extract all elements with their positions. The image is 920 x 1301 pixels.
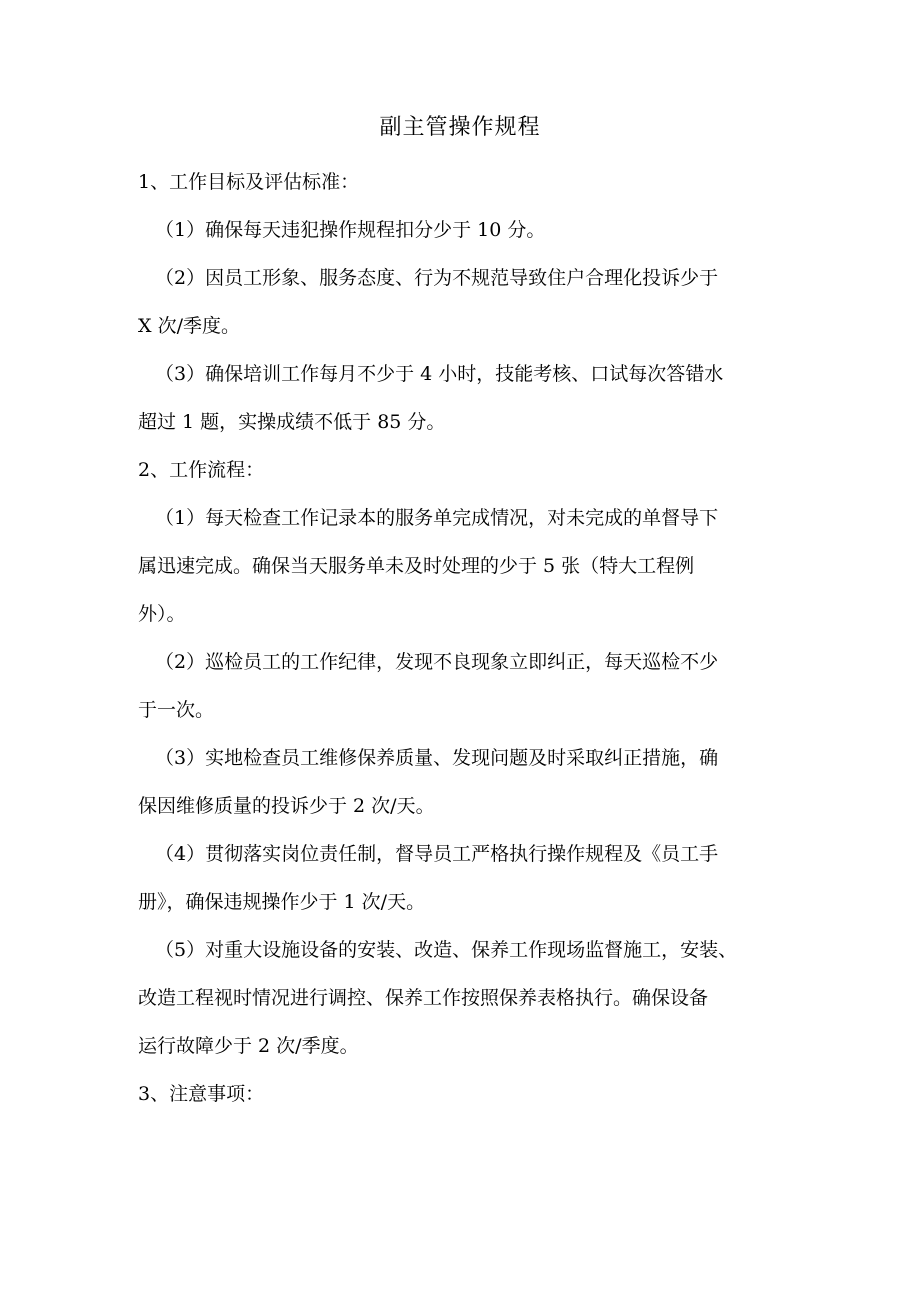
text-line: （1）确保每天违犯操作规程扣分少于 10 分。 <box>155 219 546 241</box>
text-line: 外）。 <box>138 603 186 625</box>
document-title: 副主管操作规程 <box>379 115 541 140</box>
text-line: （2）巡检员工的工作纪律，发现不良现象立即纠正，每天巡检不少 <box>155 651 719 673</box>
text-line: 1、工作目标及评估标准： <box>138 171 360 193</box>
text-line: 超过 1 题，实操成绩不低于 85 分。 <box>138 411 446 433</box>
text-line: 保因维修质量的投诉少于 2 次/天。 <box>138 795 435 817</box>
text-line: 运行故障少于 2 次/季度。 <box>138 1035 359 1057</box>
text-line: X 次/季度。 <box>138 315 240 337</box>
text-line: 册》，确保违规操作少于 1 次/天。 <box>138 891 426 913</box>
text-line: 属迅速完成。确保当天服务单未及时处理的少于 5 张（特大工程例 <box>138 555 695 577</box>
text-line: （1）每天检查工作记录本的服务单完成情况，对未完成的单督导下 <box>155 507 719 529</box>
text-line: （4）贯彻落实岗位责任制，督导员工严格执行操作规程及《员工手 <box>155 843 719 865</box>
text-line: 改造工程视时情况进行调控、保养工作按照保养表格执行。确保设备 <box>138 987 709 1009</box>
text-line: 于一次。 <box>138 699 215 721</box>
text-line: （3）确保培训工作每月不少于 4 小时，技能考核、口试每次答错水 <box>155 363 724 385</box>
text-line: 3、注意事项： <box>138 1083 265 1105</box>
text-line: 2、工作流程： <box>138 459 265 481</box>
text-line: （5）对重大设施设备的安装、改造、保养工作现场监督施工，安装、 <box>155 939 738 961</box>
document-body <box>138 158 786 1118</box>
text-line: （2）因员工形象、服务态度、行为不规范导致住户合理化投诉少于 <box>155 267 719 289</box>
text-line: （3）实地检查员工维修保养质量、发现问题及时采取纠正措施，确 <box>155 747 719 769</box>
